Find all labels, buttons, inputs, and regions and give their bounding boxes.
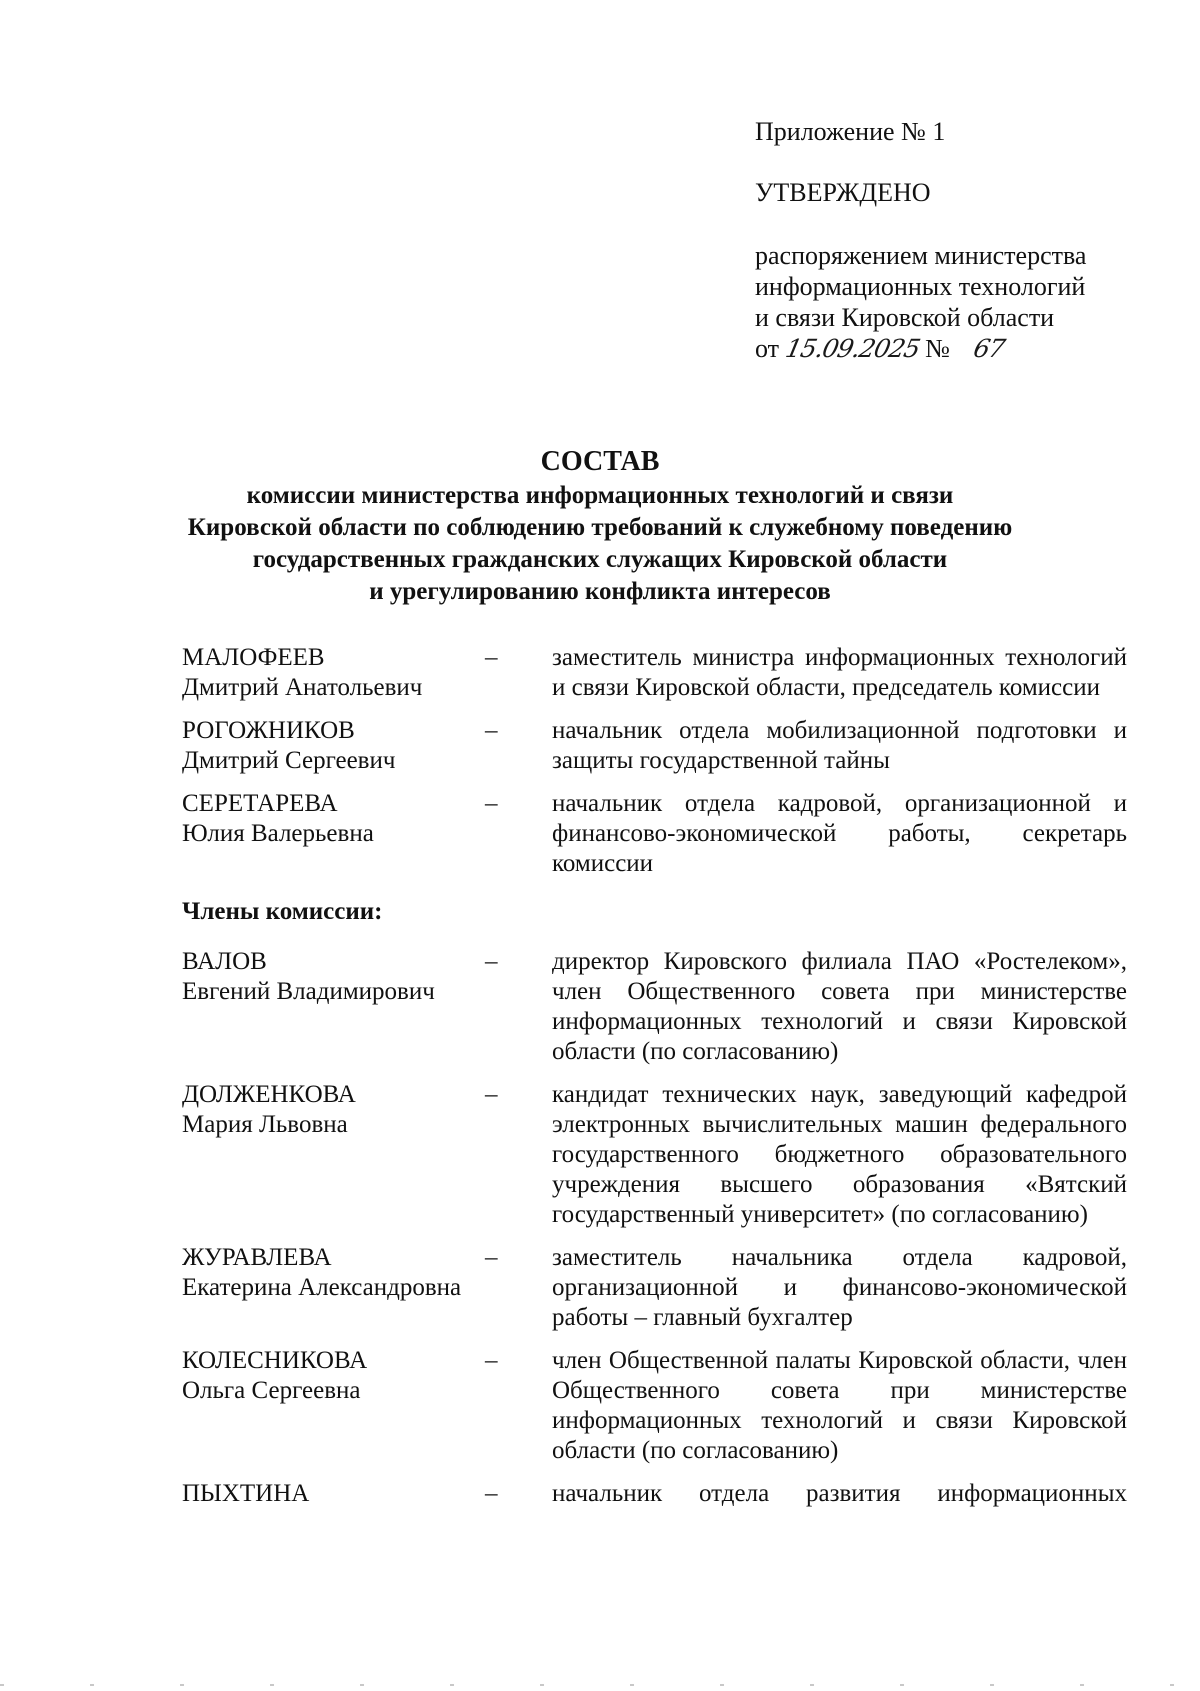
dash-separator: –	[485, 1081, 498, 1108]
annex-number: Приложение № 1	[755, 117, 946, 146]
member-role: кандидат технических наук, заведующий кафедрой электронных вычислительных машин федерального государственного бюджетного образовательного учреждения высшего образования «Вятский государственный университет» (по согласованию)	[552, 1081, 1127, 1228]
member-row	[182, 947, 1127, 1067]
member-row	[182, 1346, 1127, 1466]
member-role: начальник отдела кадровой, организационной и финансово-экономической работы, секретарь комиссии	[552, 790, 1127, 877]
member-surname: СЕРЕТАРЕВА	[182, 790, 338, 817]
member-given-name: Дмитрий Анатольевич	[182, 674, 423, 701]
handwritten-number: 67	[971, 334, 1008, 363]
member-role: директор Кировского филиала ПАО «Ростелеком», член Общественного совета при министерстве информационных технологий и связи Кировской области (по согласованию)	[552, 948, 1127, 1065]
member-name	[182, 1346, 485, 1466]
member-given-name: Мария Львовна	[182, 1111, 348, 1138]
member-given-name: Екатерина Александровна	[182, 1274, 462, 1301]
member-given-name: Ольга Сергеевна	[182, 1377, 361, 1404]
dash-separator: –	[485, 1244, 498, 1271]
member-surname: ПЫХТИНА	[182, 1480, 310, 1507]
handwritten-date: 15.09.2025	[782, 334, 922, 363]
dash-separator: –	[485, 1480, 498, 1507]
member-role: заместитель министра информационных технологий и связи Кировской области, председатель комиссии	[552, 644, 1127, 701]
commission-list	[182, 643, 1127, 1522]
member-name	[182, 716, 485, 776]
member-role: член Общественной палаты Кировской области, член Общественного совета при министерстве информационных технологий и связи Кировской области (по согласованию)	[552, 1347, 1127, 1464]
member-surname: ЖУРАВЛЕВА	[182, 1244, 332, 1271]
approval-line-1: распоряжением министерства	[755, 241, 1087, 270]
member-row-deputy	[182, 716, 1127, 776]
member-role: начальник отдела мобилизационной подготовки и защиты государственной тайны	[552, 717, 1127, 774]
approval-line-2: информационных технологий	[755, 272, 1086, 301]
member-surname: РОГОЖНИКОВ	[182, 717, 355, 744]
dash-separator: –	[485, 948, 498, 975]
member-row	[182, 1243, 1127, 1333]
member-name	[182, 789, 485, 879]
approval-line-3: и связи Кировской области	[755, 303, 1055, 332]
dash-separator: –	[485, 790, 498, 817]
document-title: СОСТАВ	[540, 446, 660, 477]
scan-edge-artifact	[0, 1684, 1200, 1686]
member-given-name: Дмитрий Сергеевич	[182, 747, 396, 774]
dash-separator: –	[485, 717, 498, 744]
member-name	[182, 947, 485, 1067]
document-title-block	[150, 444, 1050, 608]
dash-separator: –	[485, 644, 498, 671]
approval-date-row	[755, 333, 1155, 364]
dash-separator: –	[485, 1347, 498, 1374]
member-given-name: Юлия Валерьевна	[182, 820, 374, 847]
member-surname: МАЛОФЕЕВ	[182, 644, 325, 671]
member-role: начальник отдела развития информационных	[552, 1480, 1127, 1507]
subtitle-line-2: Кировской области по соблюдению требований к служебному поведению	[187, 514, 1013, 541]
date-prefix: от	[755, 334, 780, 363]
member-row	[182, 1479, 1127, 1509]
subtitle-line-4: и урегулированию конфликта интересов	[369, 578, 831, 605]
member-role: заместитель начальника отдела кадровой, организационной и финансово-экономической работы – главный бухгалтер	[552, 1244, 1127, 1331]
member-surname: ВАЛОВ	[182, 948, 267, 975]
approved-label: УТВЕРЖДЕНО	[755, 178, 931, 207]
member-name	[182, 1243, 485, 1333]
member-row	[182, 1080, 1127, 1230]
member-row-chairman	[182, 643, 1127, 703]
member-name	[182, 1479, 485, 1509]
members-heading: Члены комиссии:	[182, 898, 383, 925]
number-prefix: №	[925, 334, 950, 363]
member-name	[182, 643, 485, 703]
approval-stamp-block	[755, 116, 1155, 364]
member-name	[182, 1080, 485, 1230]
member-row-secretary	[182, 789, 1127, 879]
subtitle-line-3: государственных гражданских служащих Кировской области	[252, 546, 948, 573]
subtitle-line-1: комиссии министерства информационных технологий и связи	[246, 482, 954, 509]
member-given-name: Евгений Владимирович	[182, 978, 435, 1005]
member-surname: ДОЛЖЕНКОВА	[182, 1081, 356, 1108]
member-surname: КОЛЕСНИКОВА	[182, 1347, 368, 1374]
